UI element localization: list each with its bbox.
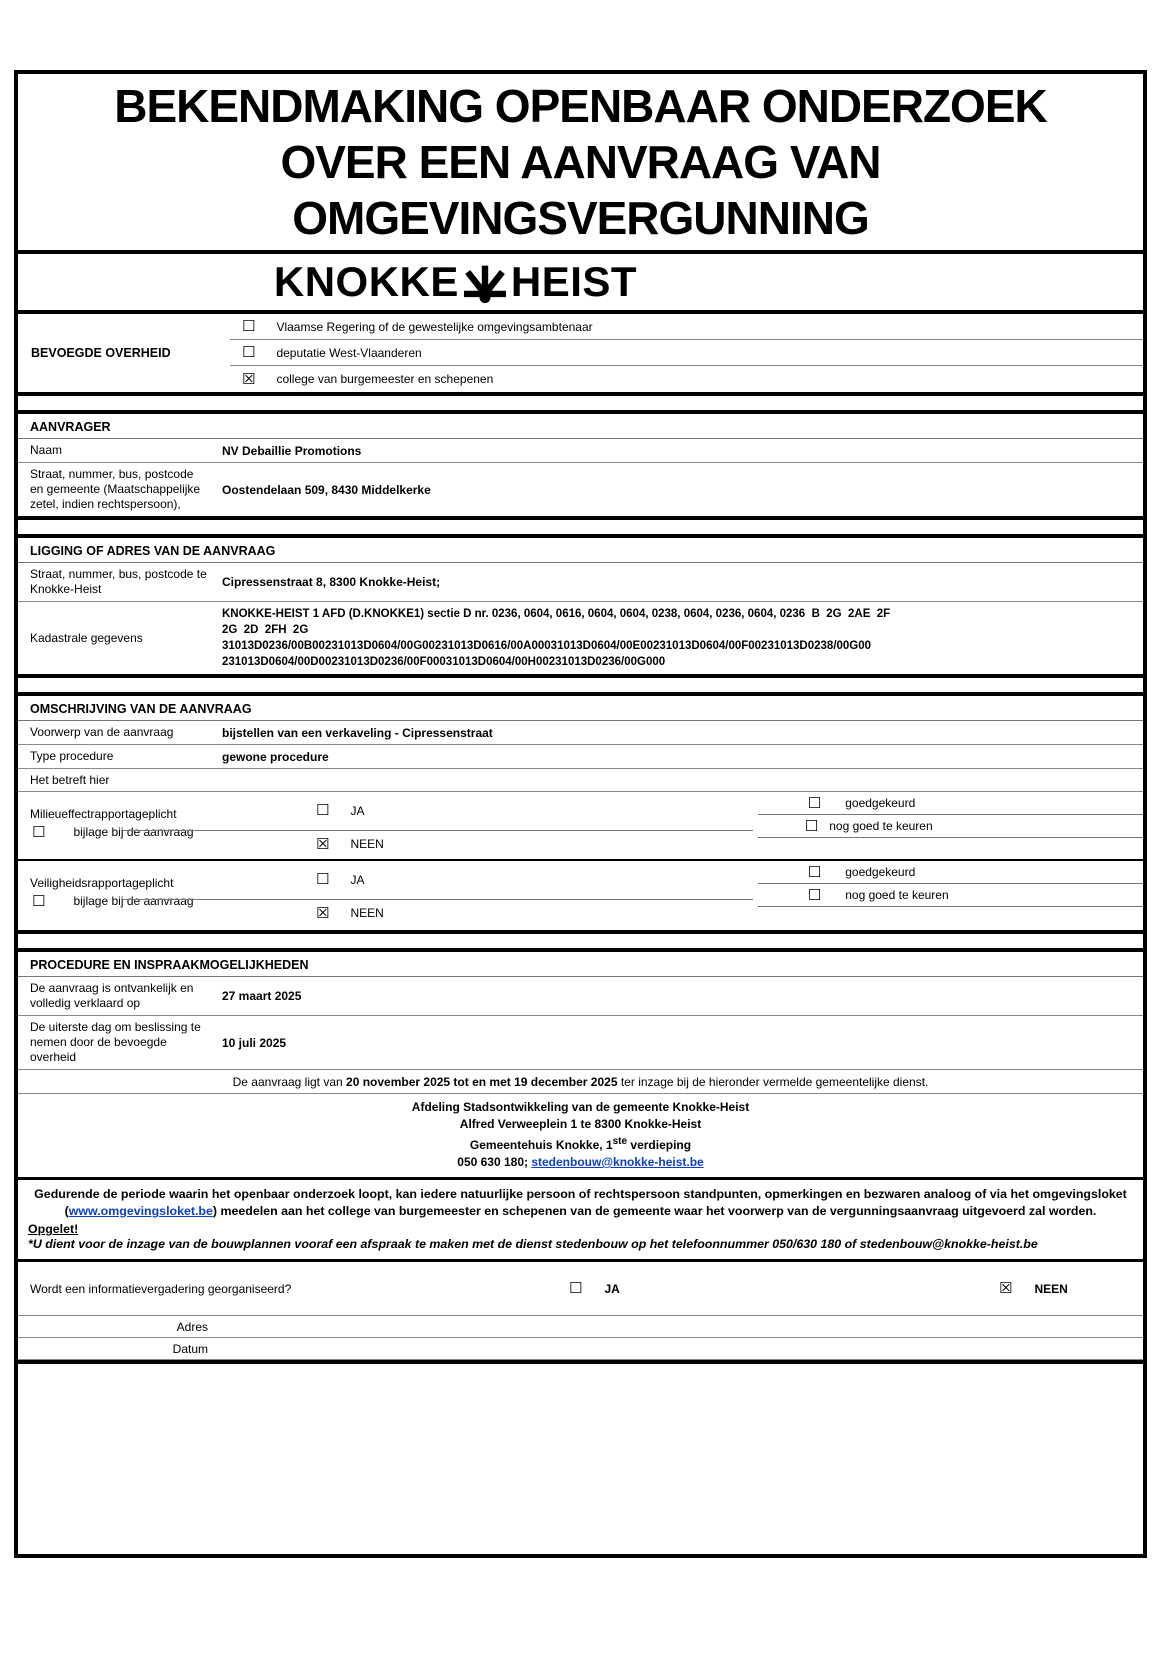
option-deputatie <box>230 340 1143 366</box>
checkbox-icon[interactable]: ☐ <box>316 870 330 888</box>
checkbox-checked-icon[interactable]: ☒ <box>999 1279 1013 1297</box>
goedgekeurd-label: goedgekeurd <box>845 796 916 810</box>
bijlage-row <box>30 892 306 910</box>
goedgekeurd-label: goedgekeurd <box>845 865 916 879</box>
kadastraal-line: 231013D0604/00D00231013D0236/00F00031013D0604/00H00231013D0236/00G000 <box>222 656 666 668</box>
checkbox-checked-icon[interactable]: ☒ <box>242 369 256 388</box>
datum-label: Datum <box>172 1341 208 1356</box>
betreft-row: Het betreft hier <box>18 769 1143 792</box>
neen-label: NEEN <box>350 837 384 851</box>
goedgekeurd-row <box>758 792 1143 815</box>
ontvankelijk-value: 27 maart 2025 <box>222 989 302 1003</box>
veiligheid-answers <box>306 861 758 930</box>
ja-label: JA <box>350 803 365 818</box>
type-procedure-row <box>18 745 1143 769</box>
bevoegde-overheid-options <box>230 314 1143 392</box>
bezwaar-tekst: ) meedelen aan het college van burgemeester en schepenen van de gemeente waar het voorwerp van de vergunningsaanvraag uitgevoerd zal worden. <box>212 1204 1097 1218</box>
veiligheid-label-block <box>18 861 306 930</box>
opgelet-label: Opgelet! <box>28 1222 79 1236</box>
kadastraal-value <box>210 602 1143 674</box>
uiterste-dag-label: De uiterste dag om beslissing te nemen door de bevoegde overheid <box>30 1020 201 1064</box>
bijlage-row <box>30 823 306 841</box>
info-neen-label: NEEN <box>1034 1281 1068 1296</box>
option-college <box>230 366 1143 392</box>
checkbox-icon[interactable]: ☐ <box>242 317 256 335</box>
goedgekeurd-row <box>758 861 1143 884</box>
empty-remarks-box <box>18 1364 1143 1554</box>
dienst-verdieping-text: Gemeentehuis Knokke, 1 <box>469 1138 613 1152</box>
kadastraal-line: 31013D0236/00B00231013D0604/00G00231013D0616/00A00031013D0604/00E00231013D0604/00F00231013D0238/00G00 <box>222 640 872 652</box>
checkbox-icon[interactable]: ☐ <box>807 885 822 904</box>
veiligheid-status <box>758 861 1143 930</box>
opgelet-note: *U dient voor de inzage van de bouwplannen vooraf een afspraak te maken met de dienst stedenbouw op het telefoonnummer 050/630 180 of stedenbouw@knokke-heist.be <box>28 1237 1038 1251</box>
logo-text-knokke: KNOKKE <box>273 258 459 305</box>
gemeentelijke-dienst-block <box>18 1094 1143 1177</box>
checkbox-icon[interactable]: ☐ <box>242 343 256 361</box>
neen-row <box>306 898 758 928</box>
naam-value: NV Debaillie Promotions <box>222 443 362 458</box>
omschrijving-header: OMSCHRIJVING VAN DE AANVRAAG <box>18 696 1143 721</box>
checkbox-icon[interactable]: ☐ <box>32 822 46 841</box>
neen-row <box>306 829 758 859</box>
checkbox-icon[interactable]: ☐ <box>804 816 819 835</box>
aanvrager-header: AANVRAGER <box>18 414 1143 439</box>
uiterste-dag-row <box>18 1016 1143 1070</box>
dienst-verdieping-sup: ste <box>612 1136 628 1147</box>
dienst-verdieping-text: verdieping <box>627 1138 692 1152</box>
naam-label: Naam <box>30 443 63 457</box>
ligging-header: LIGGING OF ADRES VAN DE AANVRAAG <box>18 538 1143 563</box>
omgevingsloket-link[interactable]: www.omgevingsloket.be <box>68 1204 213 1218</box>
milieueffect-status <box>758 792 1143 859</box>
bevoegde-overheid-label: BEVOEGDE OVERHEID <box>31 346 171 360</box>
checkbox-icon[interactable]: ☐ <box>569 1279 583 1297</box>
milieueffect-answers <box>306 792 758 859</box>
dienst-contact <box>18 1154 1143 1171</box>
ja-row <box>306 861 758 898</box>
milieueffect-label-block <box>18 792 306 859</box>
milieueffect-label: Milieueffectrapportageplicht <box>30 807 177 821</box>
knokke-heist-mark-icon <box>463 262 507 309</box>
bijlage-label: bijlage bij de aanvraag <box>73 894 194 908</box>
ligging-straat-label: Straat, nummer, bus, postcode te Knokke-Heist <box>30 567 207 596</box>
bevoegde-overheid-section <box>18 314 1143 392</box>
ligging-straat-value: Cipressenstraat 8, 8300 Knokke-Heist; <box>222 575 441 589</box>
municipality-logo <box>18 254 1143 310</box>
informatievergadering-row <box>18 1262 1143 1316</box>
informatievergadering-label: Wordt een informatievergadering georganiseerd? <box>30 1281 292 1296</box>
nog-goed-te-keuren-label: nog goed te keuren <box>829 819 933 833</box>
info-ja-label: JA <box>604 1281 620 1296</box>
kadastraal-label: Kadastrale gegevens <box>30 630 143 645</box>
nog-goed-te-keuren-label: nog goed te keuren <box>845 888 949 902</box>
type-procedure-label: Type procedure <box>30 749 114 763</box>
aanvrager-adres-value: Oostendelaan 509, 8430 Middelkerke <box>222 482 431 497</box>
checkbox-icon[interactable]: ☐ <box>807 862 822 881</box>
section-gap <box>18 396 1143 410</box>
inzage-suffix: ter inzage bij de hieronder vermelde gemeentelijke dienst. <box>617 1075 929 1089</box>
option-label: Vlaamse Regering of de gewestelijke omgevingsambtenaar <box>276 319 593 334</box>
inzage-prefix: De aanvraag ligt van <box>232 1075 347 1089</box>
milieueffect-row <box>18 792 1143 861</box>
section-gap <box>18 678 1143 692</box>
voorwerp-label: Voorwerp van de aanvraag <box>30 725 174 739</box>
ja-label: JA <box>350 872 365 887</box>
inzage-periode-row <box>18 1070 1143 1094</box>
inzage-periode: 20 november 2025 tot en met 19 december 2025 <box>346 1075 618 1089</box>
uiterste-dag-value: 10 juli 2025 <box>222 1035 287 1050</box>
dienst-verdieping <box>18 1133 1143 1154</box>
section-gap <box>18 934 1143 948</box>
ligging-straat-row <box>18 563 1143 602</box>
bezwaar-paragraaf <box>28 1186 1133 1220</box>
datum-row <box>18 1338 1143 1360</box>
page-title-line3: OMGEVINGSVERGUNNING <box>292 192 869 244</box>
option-label: deputatie West-Vlaanderen <box>276 345 422 360</box>
logo-text-heist: HEIST <box>510 258 638 305</box>
ontvankelijk-label: De aanvraag is ontvankelijk en volledig verklaard op <box>30 981 194 1010</box>
neen-label: NEEN <box>350 906 384 920</box>
nog-goed-te-keuren-row <box>758 884 1143 907</box>
option-vlaamse-regering <box>230 314 1143 340</box>
divider <box>121 899 753 900</box>
checkbox-icon[interactable]: ☐ <box>316 801 330 819</box>
type-procedure-value: gewone procedure <box>222 749 329 764</box>
nog-goed-te-keuren-row <box>758 815 1143 838</box>
kadastraal-row <box>18 602 1143 674</box>
dienst-adres: Alfred Verweeplein 1 te 8300 Knokke-Heist <box>459 1117 702 1131</box>
info-neen-group <box>999 1279 1068 1297</box>
kadastraal-line: KNOKKE-HEIST 1 AFD (D.KNOKKE1) sectie D nr. 0236, 0604, 0616, 0604, 0604, 0238, 0604, 0236, 0604, 0236 B 2G 2AE 2F <box>222 608 891 620</box>
naam-row <box>18 439 1143 463</box>
checkbox-checked-icon[interactable]: ☒ <box>316 834 330 853</box>
page-title-line2: OVER EEN AANVRAAG VAN <box>280 136 881 188</box>
title-block <box>18 74 1143 250</box>
section-gap <box>18 520 1143 534</box>
checkbox-icon[interactable]: ☐ <box>807 793 822 812</box>
voorwerp-value: bijstellen van een verkaveling - Cipressenstraat <box>222 725 493 740</box>
checkbox-checked-icon[interactable]: ☒ <box>316 903 330 922</box>
bijlage-label: bijlage bij de aanvraag <box>73 825 194 839</box>
ontvankelijk-row <box>18 977 1143 1016</box>
divider <box>121 830 753 831</box>
procedure-header: PROCEDURE EN INSPRAAKMOGELIJKHEDEN <box>18 952 1143 977</box>
bezwaar-block <box>18 1180 1143 1259</box>
bezwaar-tekst: Gedurende de periode waarin het openbaar onderzoek loopt, kan iedere natuurlijke persoon of rechtspersoon standpunten, opmerkingen en bezwaren analoog of via het omgevingsloket ( <box>34 1187 1127 1218</box>
checkbox-icon[interactable]: ☐ <box>32 891 46 910</box>
adres-row <box>18 1316 1143 1338</box>
dienst-telefoon: 050 630 180; <box>457 1155 532 1169</box>
dienst-naam: Afdeling Stadsontwikkeling van de gemeente Knokke-Heist <box>411 1100 750 1114</box>
veiligheid-label: Veiligheidsrapportageplicht <box>30 876 174 890</box>
veiligheid-row <box>18 861 1143 930</box>
kadastraal-line: 2G 2D 2FH 2G <box>222 624 309 636</box>
announcement-form <box>14 70 1147 1558</box>
aanvrager-adres-label: Straat, nummer, bus, postcode en gemeente (Maatschappelijke zetel, indien rechtspersoon), <box>30 467 201 511</box>
stedenbouw-email-link[interactable]: stedenbouw@knokke-heist.be <box>531 1155 704 1169</box>
adres-label: Adres <box>176 1319 208 1334</box>
voorwerp-row <box>18 721 1143 745</box>
page-title-line1: BEKENDMAKING OPENBAAR ONDERZOEK <box>114 80 1047 132</box>
info-ja-group <box>569 1279 620 1297</box>
ja-row <box>306 792 758 829</box>
option-label: college van burgemeester en schepenen <box>276 372 494 386</box>
aanvrager-adres-row <box>18 463 1143 516</box>
